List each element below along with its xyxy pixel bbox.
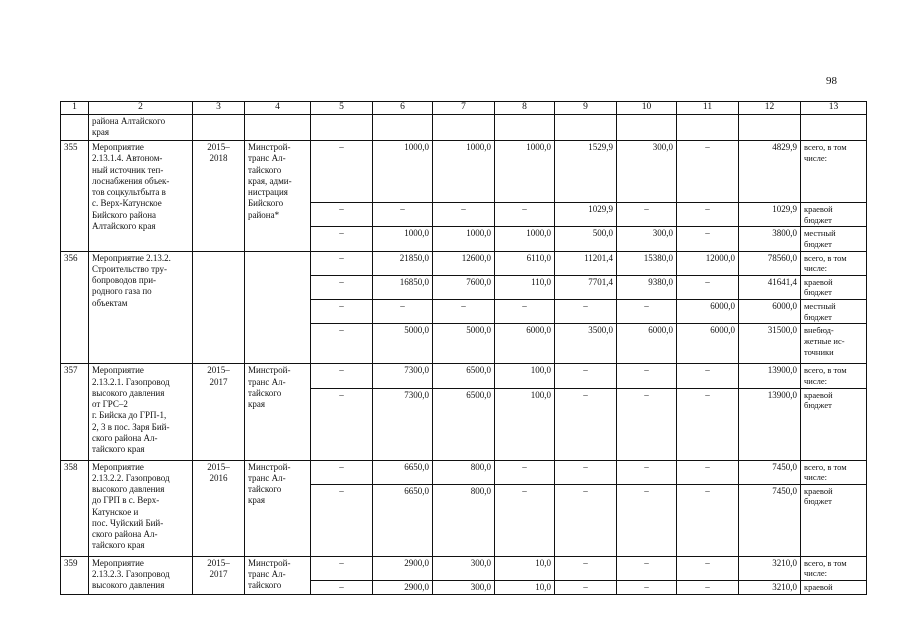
row-number: 357	[61, 364, 89, 460]
value-cell: –	[555, 300, 617, 324]
funding-source: всего, в том числе:	[801, 364, 867, 388]
total-cell: 3210,0	[739, 581, 801, 595]
value-cell: 5000,0	[373, 324, 433, 364]
value-cell: –	[677, 388, 739, 460]
value-cell: 6000,0	[677, 324, 739, 364]
value-cell: –	[617, 556, 677, 580]
total-cell: 78560,0	[739, 251, 801, 275]
header-row	[61, 102, 867, 115]
value-cell: 21850,0	[373, 251, 433, 275]
value-cell: 100,0	[495, 364, 555, 388]
measure-name: Мероприятие 2.13.2.1. Газопровод высокого давления от ГРС–2 г. Бийска до ГРП-1, 2, 3 в пос. Заря Бий- ского района Ал- тайского края	[89, 364, 193, 460]
value-cell: 7600,0	[433, 275, 495, 299]
value-cell: 1000,0	[433, 227, 495, 251]
measure-name: Мероприятие 2.13.2.3. Газопровод высокого давления	[89, 556, 193, 595]
value-cell: –	[311, 364, 373, 388]
value-cell: 6650,0	[373, 460, 433, 484]
value-cell: 300,0	[617, 227, 677, 251]
value-cell: 1000,0	[373, 227, 433, 251]
value-cell: 3500,0	[555, 324, 617, 364]
value-cell: –	[617, 203, 677, 227]
header-cell: 10	[617, 102, 677, 115]
funding-source: местный бюджет	[801, 300, 867, 324]
value-cell: –	[555, 556, 617, 580]
header-cell: 3	[193, 102, 245, 115]
row-number	[61, 115, 89, 141]
value-cell: 300,0	[433, 556, 495, 580]
value-cell: –	[311, 460, 373, 484]
value-cell: –	[311, 275, 373, 299]
value-cell: –	[311, 203, 373, 227]
executor-cell: Минстрой- транс Ал- тайского края	[245, 460, 311, 556]
funding-source: краевой бюджет	[801, 203, 867, 227]
header-cell: 6	[373, 102, 433, 115]
measure-name: района Алтайского края	[89, 115, 193, 141]
value-cell: –	[311, 556, 373, 580]
value-cell: 800,0	[433, 460, 495, 484]
period-cell: 2015– 2017	[193, 556, 245, 595]
funding-source: всего, в том числе:	[801, 460, 867, 484]
value-cell: 6110,0	[495, 251, 555, 275]
funding-source: внебюд- жетные ис- точники	[801, 324, 867, 364]
executor-cell	[245, 115, 311, 141]
value-cell: 6500,0	[433, 388, 495, 460]
table-row	[61, 364, 867, 388]
funding-source: краевой бюджет	[801, 275, 867, 299]
value-cell: –	[677, 581, 739, 595]
period-cell	[193, 251, 245, 364]
value-cell: –	[617, 364, 677, 388]
value-cell: 100,0	[495, 388, 555, 460]
value-cell: –	[311, 581, 373, 595]
period-cell: 2015– 2018	[193, 141, 245, 252]
value-cell: –	[555, 388, 617, 460]
total-cell: 13900,0	[739, 364, 801, 388]
executor-cell	[245, 251, 311, 364]
executor-cell: Минстрой- транс Ал- тайского края	[245, 364, 311, 460]
value-cell: –	[617, 388, 677, 460]
funding-source: краевой	[801, 581, 867, 595]
value-cell: –	[311, 141, 373, 203]
value-cell: 12600,0	[433, 251, 495, 275]
value-cell: –	[677, 460, 739, 484]
total-cell: 13900,0	[739, 388, 801, 460]
funding-source: краевой бюджет	[801, 484, 867, 556]
value-cell: –	[495, 300, 555, 324]
row-number: 355	[61, 141, 89, 252]
row-number: 356	[61, 251, 89, 364]
measure-name: Мероприятие 2.13.2. Строительство тру- бопроводов при- родного газа по объектам	[89, 251, 193, 364]
value-cell: 1029,9	[555, 203, 617, 227]
header-cell: 7	[433, 102, 495, 115]
value-cell: –	[311, 324, 373, 364]
value-cell: 500,0	[555, 227, 617, 251]
row-number: 359	[61, 556, 89, 595]
value-cell: –	[677, 275, 739, 299]
page-number: 98	[826, 75, 837, 87]
total-cell: 3800,0	[739, 227, 801, 251]
period-cell: 2015– 2016	[193, 460, 245, 556]
value-cell: –	[677, 141, 739, 203]
funding-source: всего, в том числе:	[801, 251, 867, 275]
total-cell: 1029,9	[739, 203, 801, 227]
value-cell: 7701,4	[555, 275, 617, 299]
value-cell: 15380,0	[617, 251, 677, 275]
header-cell: 9	[555, 102, 617, 115]
value-cell: –	[433, 203, 495, 227]
header-cell: 11	[677, 102, 739, 115]
value-cell: 16850,0	[373, 275, 433, 299]
value-cell: –	[311, 388, 373, 460]
value-cell: –	[617, 460, 677, 484]
value-cell: 1000,0	[433, 141, 495, 203]
value-cell: –	[311, 484, 373, 556]
funding-source: краевой бюджет	[801, 388, 867, 460]
period-cell	[193, 115, 245, 141]
value-cell: –	[677, 203, 739, 227]
value-cell: –	[555, 460, 617, 484]
total-cell: 7450,0	[739, 460, 801, 484]
value-cell: 11201,4	[555, 251, 617, 275]
total-cell: 7450,0	[739, 484, 801, 556]
value-cell: –	[373, 203, 433, 227]
value-cell: –	[677, 556, 739, 580]
total-cell: 4829,9	[739, 141, 801, 203]
value-cell: –	[311, 227, 373, 251]
value-cell: –	[677, 484, 739, 556]
measure-name: Мероприятие 2.13.2.2. Газопровод высокого давления до ГРП в с. Верх- Катунское и пос. Чуйский Бий- ского района Ал- тайского края	[89, 460, 193, 556]
total-cell: 41641,4	[739, 275, 801, 299]
budget-table	[60, 101, 867, 595]
table-row	[61, 251, 867, 275]
value-cell: 2900,0	[373, 556, 433, 580]
funding-source: всего, в том числе:	[801, 141, 867, 203]
value-cell: –	[311, 300, 373, 324]
value-cell: –	[555, 484, 617, 556]
value-cell: –	[617, 581, 677, 595]
total-cell: 6000,0	[739, 300, 801, 324]
value-cell: 6000,0	[677, 300, 739, 324]
value-cell: 1000,0	[373, 141, 433, 203]
header-cell: 13	[801, 102, 867, 115]
value-cell: 300,0	[617, 141, 677, 203]
value-cell: 300,0	[433, 581, 495, 595]
table-row	[61, 115, 867, 141]
value-cell: –	[495, 484, 555, 556]
value-cell: 1000,0	[495, 141, 555, 203]
value-cell: –	[433, 300, 495, 324]
header-cell: 2	[89, 102, 193, 115]
value-cell: 5000,0	[433, 324, 495, 364]
value-cell: 7300,0	[373, 388, 433, 460]
period-cell: 2015– 2017	[193, 364, 245, 460]
value-cell: 6650,0	[373, 484, 433, 556]
header-cell: 1	[61, 102, 89, 115]
value-cell: 10,0	[495, 556, 555, 580]
value-cell: 1529,9	[555, 141, 617, 203]
value-cell: 800,0	[433, 484, 495, 556]
total-cell: 31500,0	[739, 324, 801, 364]
value-cell: 6000,0	[617, 324, 677, 364]
measure-name: Мероприятие 2.13.1.4. Автоном- ный источник теп- лоснабжения объек- тов соцкультбыта в с. Верх-Катунское Бийского района Алтайского края	[89, 141, 193, 252]
funding-source: всего, в том числе:	[801, 556, 867, 580]
executor-cell: Минстрой- транс Ал- тайского края, адми- нистрация Бийского района*	[245, 141, 311, 252]
header-cell: 12	[739, 102, 801, 115]
value-cell: –	[373, 300, 433, 324]
value-cell: –	[555, 581, 617, 595]
header-cell: 8	[495, 102, 555, 115]
value-cell: –	[495, 203, 555, 227]
value-cell: 1000,0	[495, 227, 555, 251]
executor-cell: Минстрой- транс Ал- тайского	[245, 556, 311, 595]
funding-source: местный бюджет	[801, 227, 867, 251]
value-cell: 6500,0	[433, 364, 495, 388]
header-cell: 5	[311, 102, 373, 115]
value-cell: 6000,0	[495, 324, 555, 364]
table-row	[61, 460, 867, 484]
header-cell: 4	[245, 102, 311, 115]
total-cell: 3210,0	[739, 556, 801, 580]
value-cell: –	[311, 251, 373, 275]
row-number: 358	[61, 460, 89, 556]
value-cell: –	[617, 484, 677, 556]
value-cell: –	[495, 460, 555, 484]
value-cell: –	[617, 300, 677, 324]
value-cell: –	[677, 364, 739, 388]
table-row	[61, 556, 867, 580]
table-row	[61, 141, 867, 203]
value-cell: –	[555, 364, 617, 388]
value-cell: 110,0	[495, 275, 555, 299]
value-cell: 10,0	[495, 581, 555, 595]
value-cell: 12000,0	[677, 251, 739, 275]
value-cell: –	[677, 227, 739, 251]
value-cell: 7300,0	[373, 364, 433, 388]
value-cell: 2900,0	[373, 581, 433, 595]
value-cell: 9380,0	[617, 275, 677, 299]
